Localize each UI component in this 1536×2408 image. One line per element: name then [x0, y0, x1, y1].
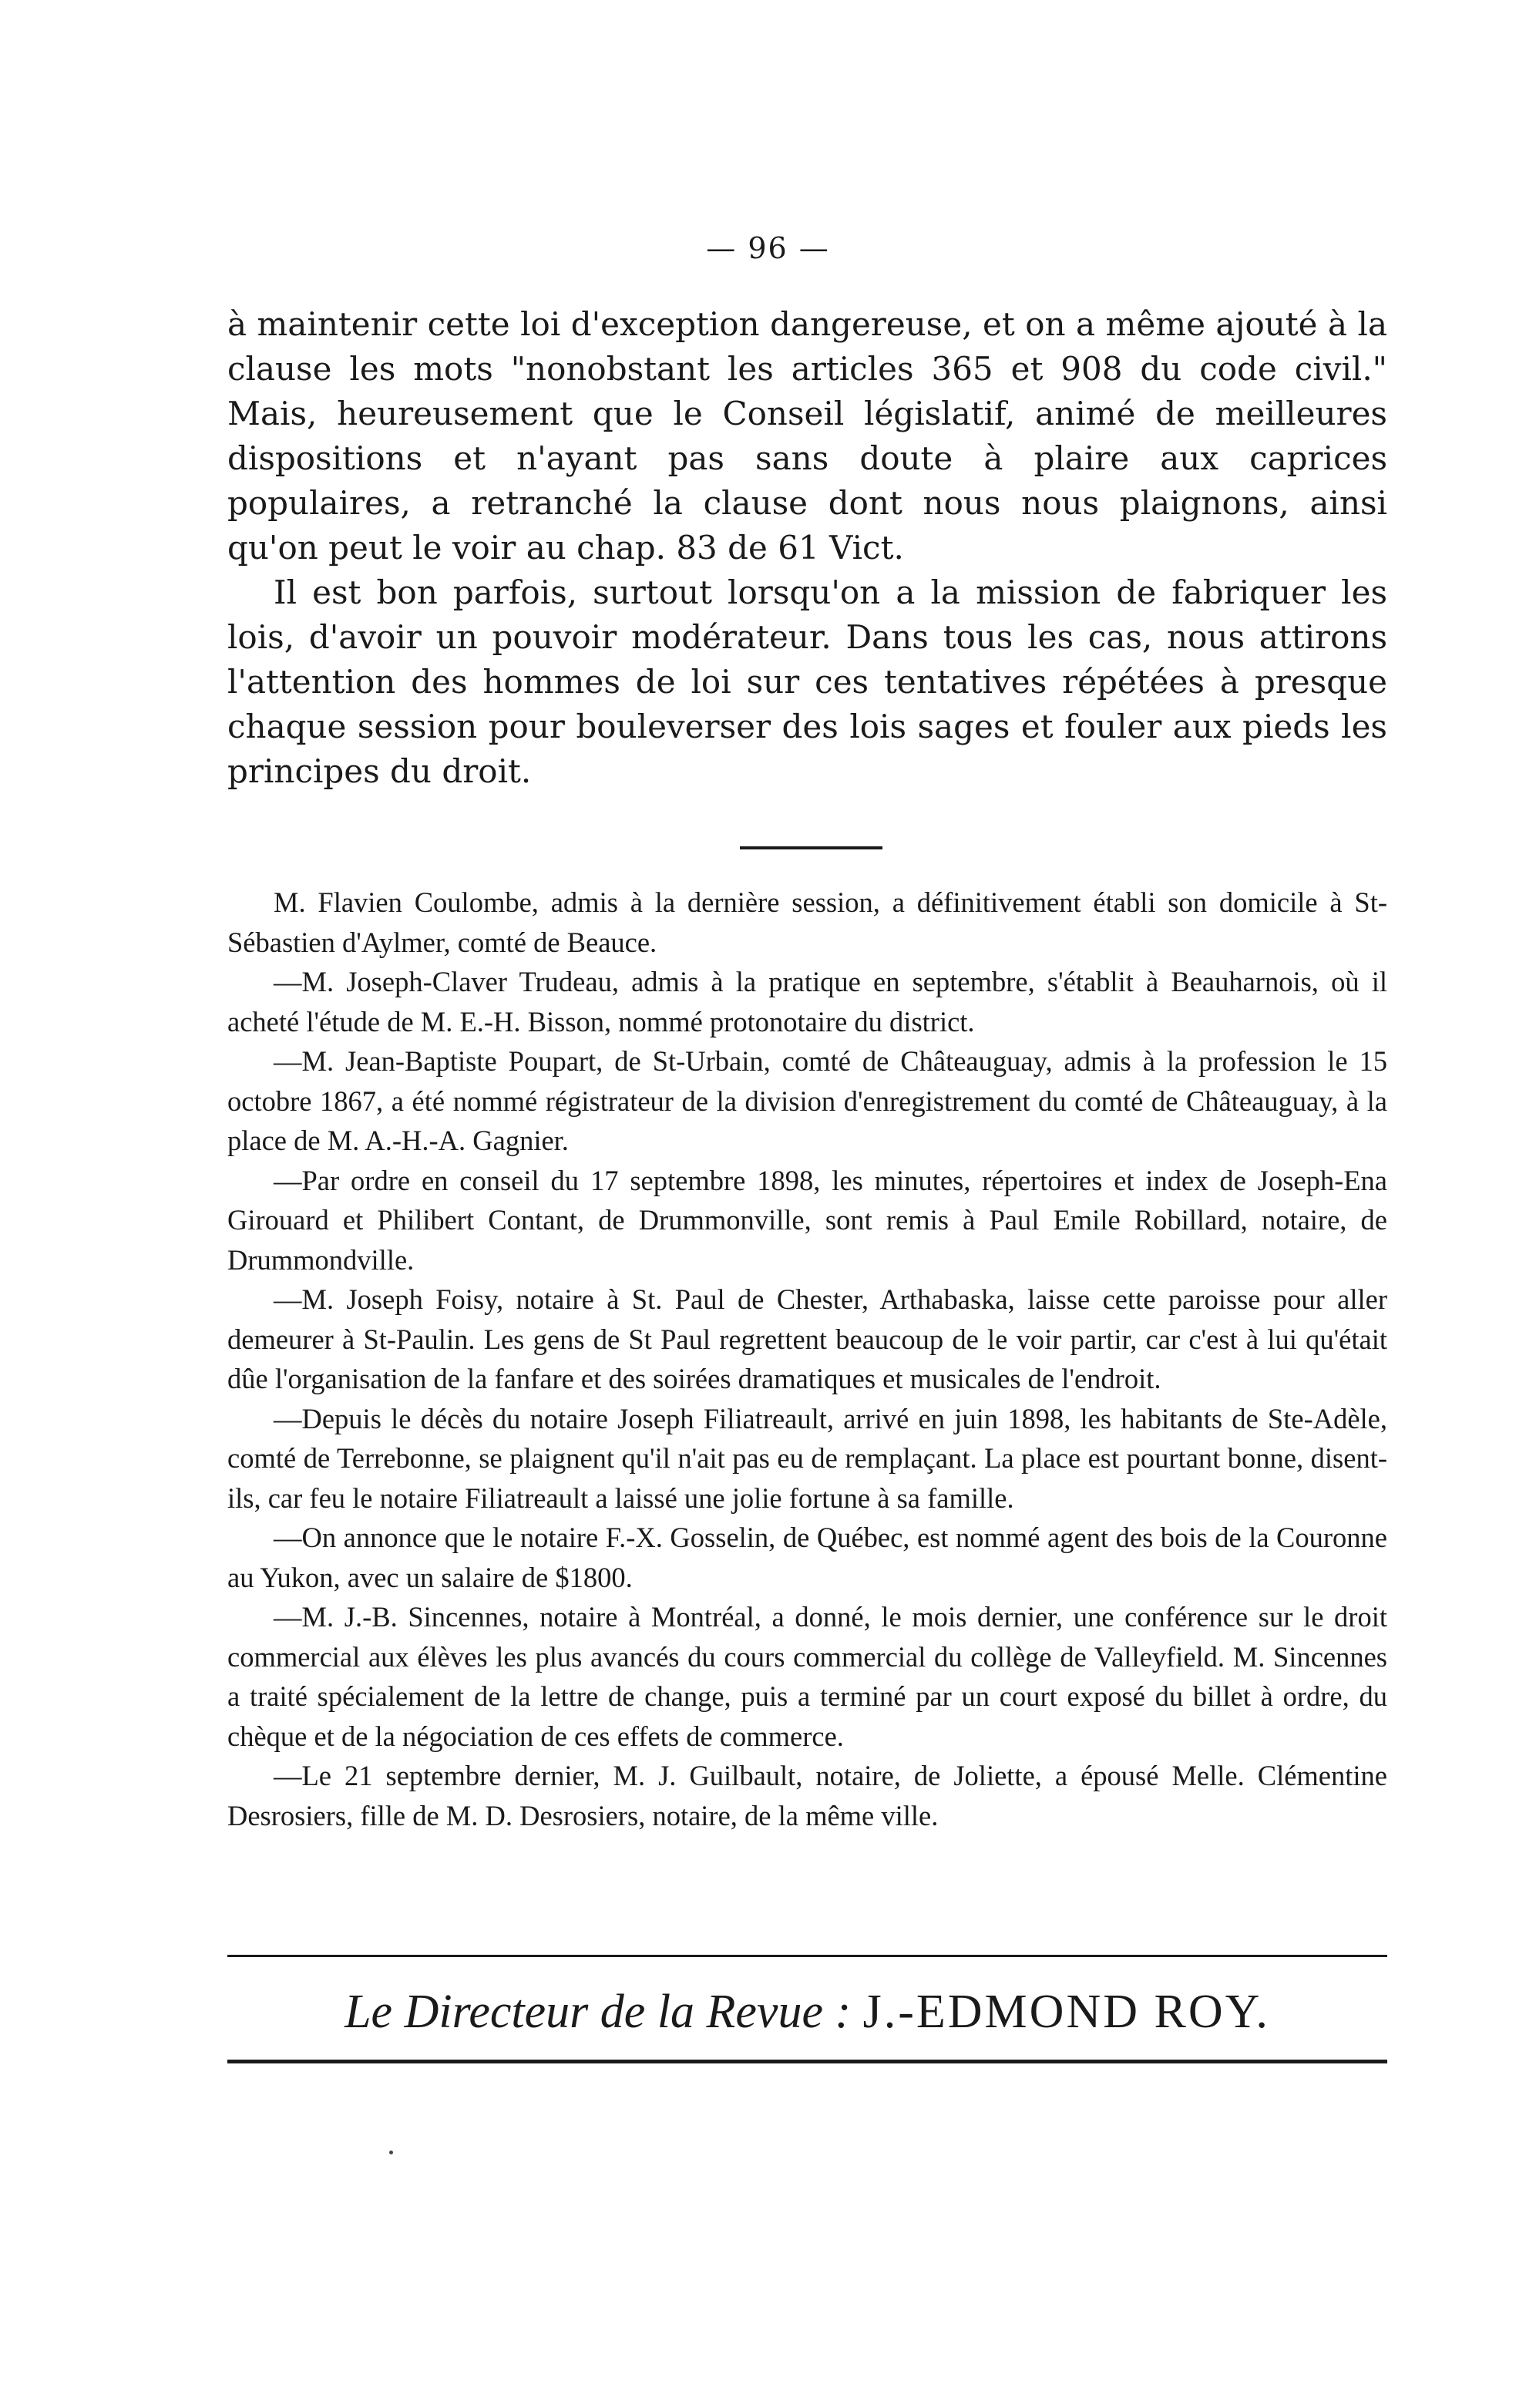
news-item: —M. Joseph-Claver Trudeau, admis à la pratique en septembre, s'établit à Beauharnois, où il acheté l'étude de M. E.-H. Bisson, nommé protonotaire du district.	[227, 966, 1387, 1038]
news-item: —On annonce que le notaire F.-X. Gosselin, de Québec, est nommé agent des bois de la Couronne au Yukon, avec un salaire de $1800.	[227, 1522, 1387, 1593]
news-item: —Le 21 septembre dernier, M. J. Guilbault, notaire, de Joliette, a épousé Melle. Clémentine Desrosiers, fille de M. D. Desrosiers, notaire, de la même ville.	[227, 1760, 1387, 1831]
print-speck	[389, 2151, 393, 2154]
signature-name: J.-EDMOND ROY.	[862, 1986, 1270, 2038]
article-paragraph-2: Il est bon parfois, surtout lorsqu'on a la mission de fabriquer les lois, d'avoir un pouvoir modérateur. Dans tous les cas, nous attirons l'attention des hommes de loi sur ces tentatives répétées à presque chaque session pour bouleverser des lois sages et fouler aux pieds les principes du droit.	[227, 573, 1387, 790]
article-body	[227, 302, 1387, 794]
news-item: —Depuis le décès du notaire Joseph Filiatreault, arrivé en juin 1898, les habitants de Ste-Adèle, comté de Terrebonne, se plaignent qu'il n'ait pas eu de remplaçant. La place est pourtant bonne, disent-ils, car feu le notaire Filiatreault a laissé une jolie fortune à sa famille.	[227, 1402, 1387, 1514]
article-paragraph-1: à maintenir cette loi d'exception dangereuse, et on a même ajouté à la clause les mots "nonobstant les articles 365 et 908 du code civil." Mais, heureusement que le Conseil législatif, animé de meilleures dispositions et n'ayant pas sans doute à plaire aux caprices populaires, a retranché la clause dont nous nous plaignons, ainsi qu'on peut le voir au chap. 83 de 61 Vict.	[227, 305, 1387, 567]
news-item: —Par ordre en conseil du 17 septembre 1898, les minutes, répertoires et index de Joseph-Ena Girouard et Philibert Contant, de Drummonville, sont remis à Paul Emile Robillard, notaire, de Drummondville.	[227, 1164, 1387, 1276]
news-item: —M. J.-B. Sincennes, notaire à Montréal, a donné, le mois dernier, une conférence sur le droit commercial aux élèves les plus avancés du cours commercial du collège de Valleyfield. M. Sincennes a traité spécialement de la lettre de change, puis a terminé par un court exposé du billet à ordre, du chèque et de la négociation de ces effets de commerce.	[227, 1601, 1387, 1752]
news-item: M. Flavien Coulombe, admis à la dernière session, a définitivement établi son domicile à St-Sébastien d'Aylmer, comté de Beauce.	[227, 886, 1387, 958]
signature-bottom-rule	[227, 2060, 1387, 2063]
news-item: —M. Jean-Baptiste Poupart, de St-Urbain, comté de Châteauguay, admis à la profession le 15 octobre 1867, a été nommé régistrateur de la division d'enregistrement du comté de Châteauguay, à la place de M. A.-H.-A. Gagnier.	[227, 1045, 1387, 1156]
signature-label: Le Directeur de la Revue :	[345, 1986, 852, 2038]
news-section	[227, 883, 1387, 1835]
signature-top-rule	[227, 1955, 1387, 1957]
page-number: — 96 —	[706, 231, 830, 265]
section-divider	[740, 846, 882, 849]
news-item: —M. Joseph Foisy, notaire à St. Paul de Chester, Arthabaska, laisse cette paroisse pour aller demeurer à St-Paulin. Les gens de St Paul regrettent beaucoup de le voir partir, car c'est à lui qu'était dûe l'organisation de la fanfare et des soirées dramatiques et musicales de l'endroit.	[227, 1283, 1387, 1394]
signature-line	[227, 1981, 1387, 2043]
